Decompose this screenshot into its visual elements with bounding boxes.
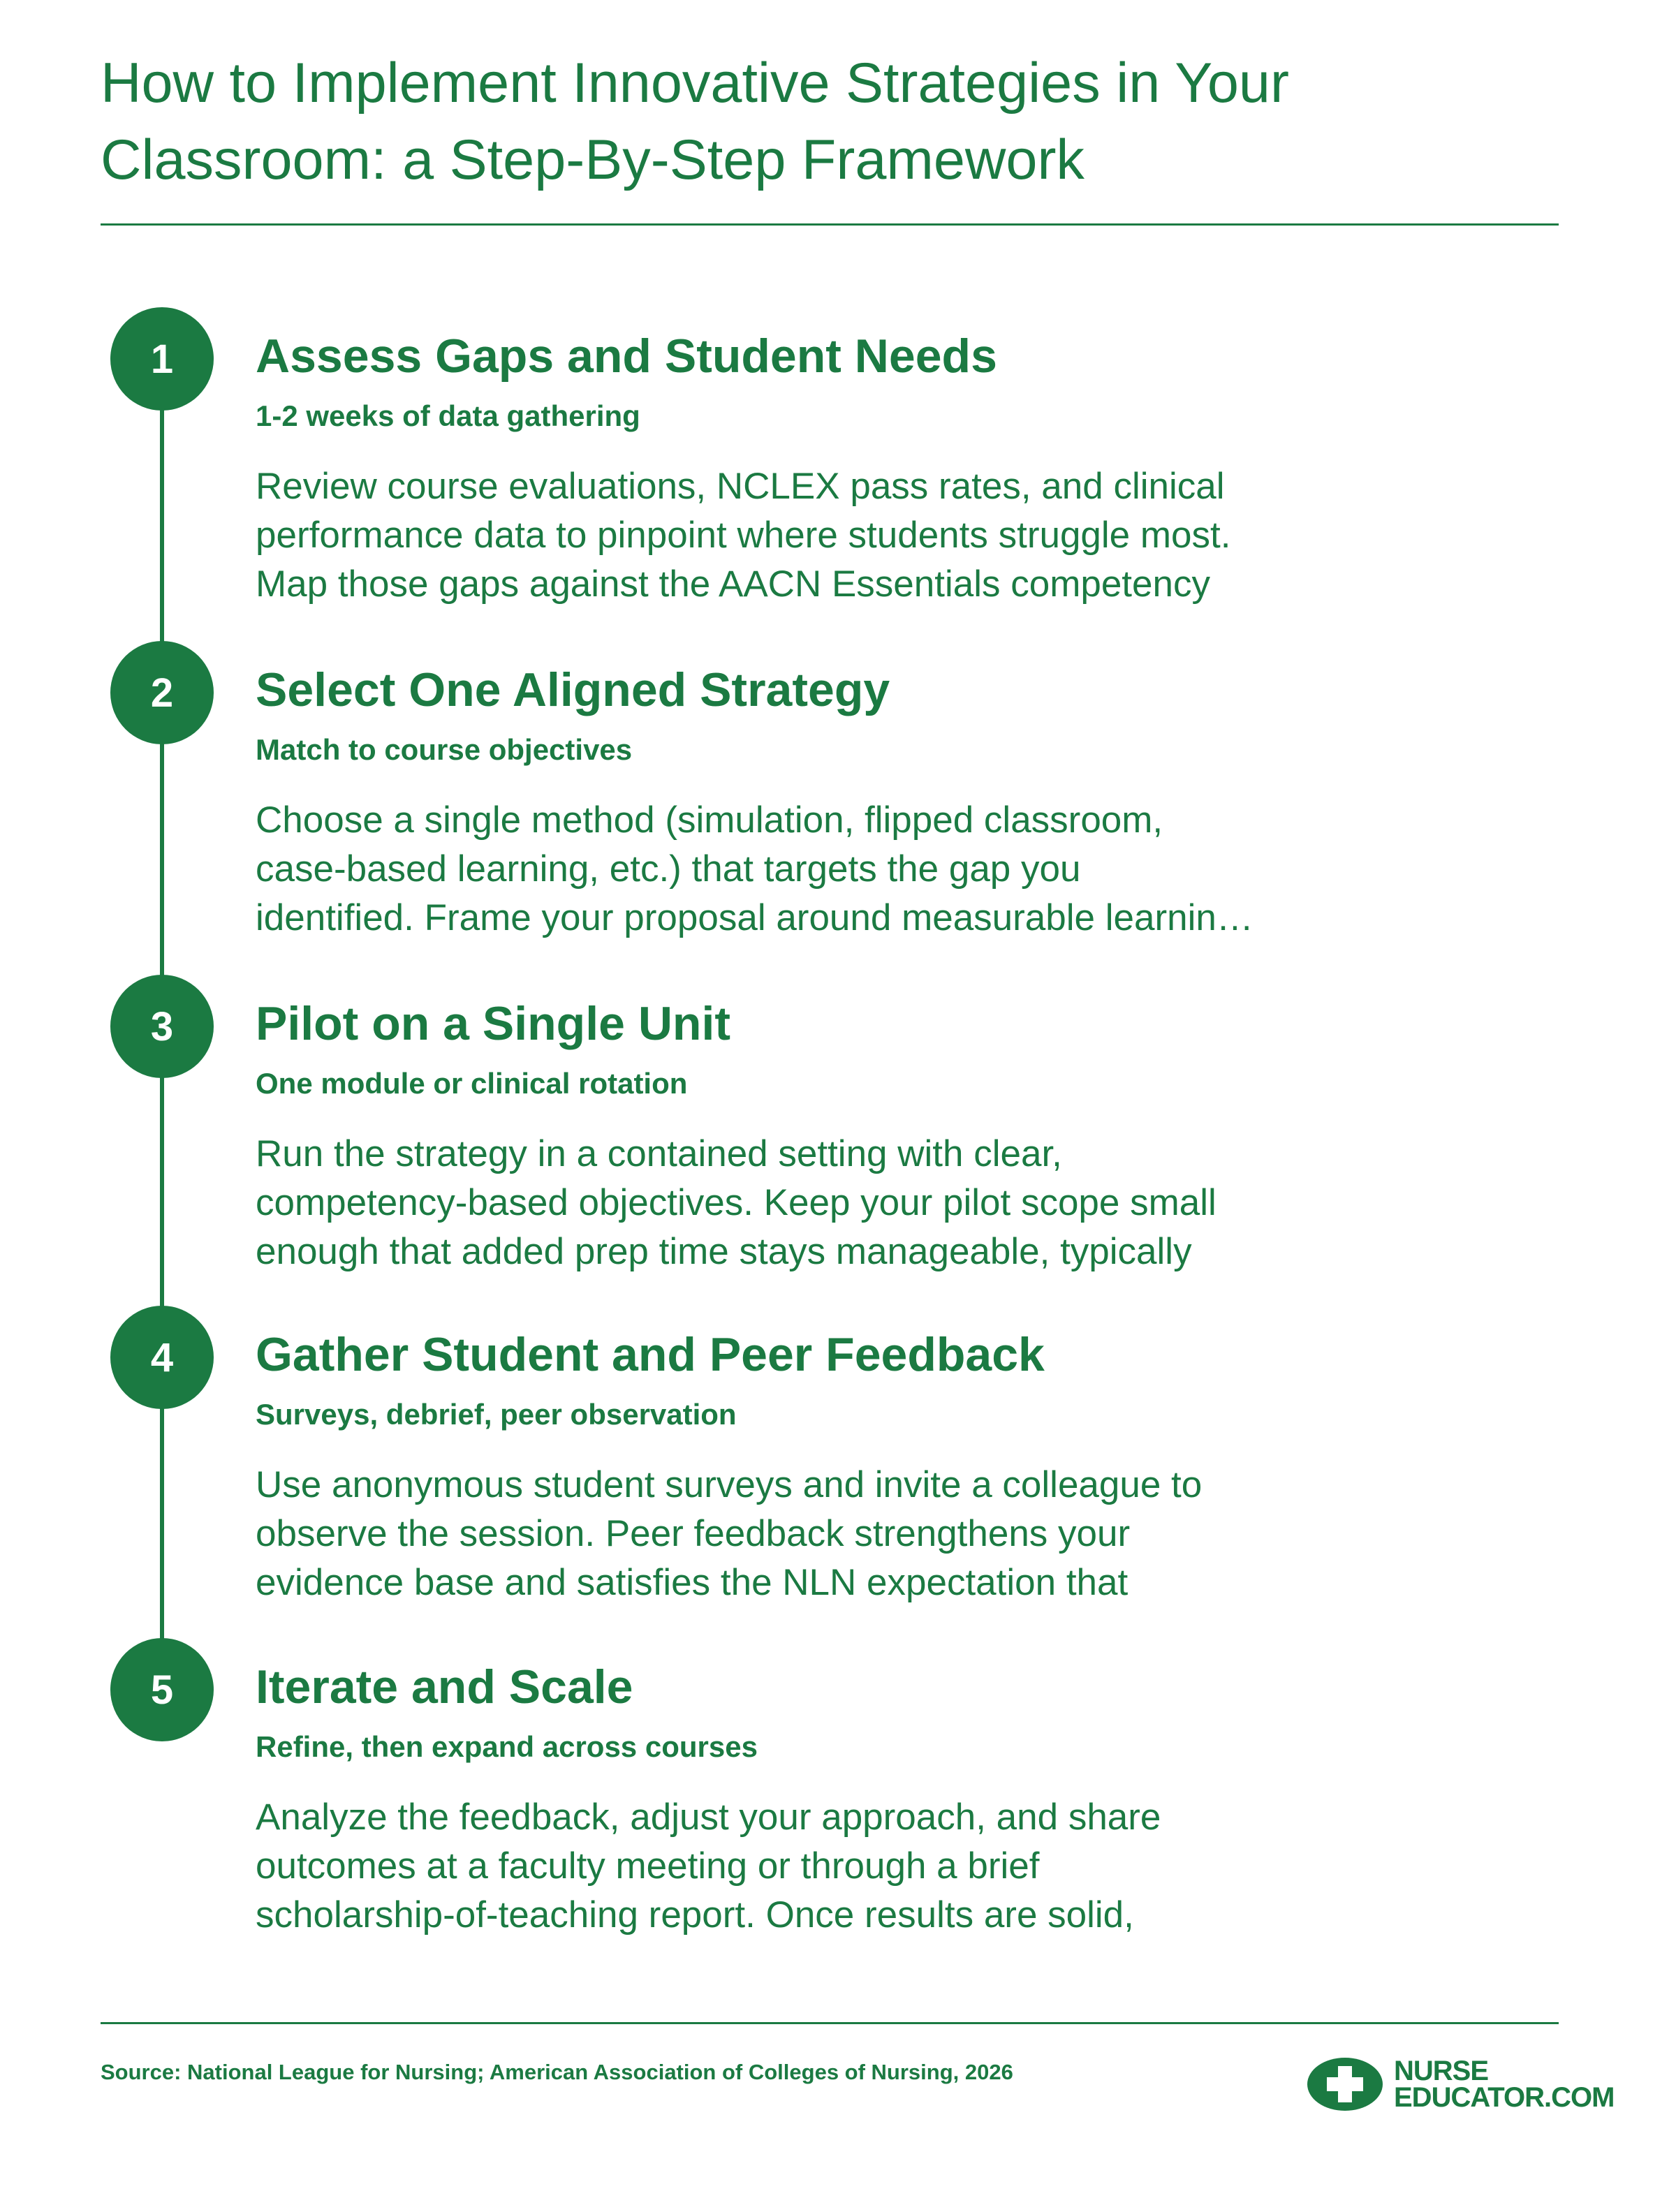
source-citation: Source: National League for Nursing; American Association of Colleges of Nursing, 2026: [101, 2060, 1013, 2084]
bottom-divider: [101, 2022, 1559, 2024]
step-body-line: observe the session. Peer feedback strengthens your: [256, 1513, 1131, 1554]
step-body-line: case-based learning, etc.) that targets the gap you: [256, 848, 1081, 890]
step-body-line: scholarship-of-teaching report. Once results are solid,: [256, 1894, 1134, 1936]
step-body-line: evidence base and satisfies the NLN expectation that: [256, 1562, 1129, 1603]
step-body-line: Review course evaluations, NCLEX pass rates, and clinical: [256, 466, 1225, 507]
step-number-badge: 2: [110, 641, 214, 744]
step-subtitle: One module or clinical rotation: [256, 1067, 688, 1100]
step-subtitle: Match to course objectives: [256, 733, 633, 766]
step-body-line: enough that added prep time stays manageable, typically: [256, 1231, 1192, 1272]
step-body-line: identified. Frame your proposal around measurable learnin…: [256, 897, 1254, 938]
step-title: Gather Student and Peer Feedback: [256, 1328, 1045, 1381]
nurse-educator-logo: [1306, 2046, 1614, 2123]
step-body-line: Map those gaps against the AACN Essentials competency: [256, 563, 1210, 605]
step-body-line: outcomes at a faculty meeting or through a brief: [256, 1845, 1040, 1887]
medical-cross-icon: [1306, 2056, 1384, 2112]
step-number-badge: 4: [110, 1306, 214, 1409]
top-divider: [101, 223, 1559, 226]
step-number-badge: 5: [110, 1638, 214, 1741]
step-body: [256, 1793, 1331, 1940]
logo-line-1: NURSE: [1394, 2056, 1489, 2086]
title-line-2: Classroom: a Step-By-Step Framework: [101, 128, 1085, 191]
page-title: [101, 45, 1497, 198]
step-subtitle: Surveys, debrief, peer observation: [256, 1398, 737, 1431]
step-body-line: Use anonymous student surveys and invite a colleague to: [256, 1464, 1203, 1505]
step-title: Pilot on a Single Unit: [256, 997, 730, 1050]
step-body: [256, 1130, 1331, 1276]
step-body-line: performance data to pinpoint where students struggle most.: [256, 515, 1231, 556]
step-body-line: competency-based objectives. Keep your pilot scope small: [256, 1182, 1216, 1223]
step-body-line: Run the strategy in a contained setting with clear,: [256, 1133, 1062, 1174]
step-body-line: Analyze the feedback, adjust your approach, and share: [256, 1797, 1161, 1838]
logo-wordmark: [1394, 2058, 1614, 2111]
step-subtitle: Refine, then expand across courses: [256, 1730, 758, 1763]
step-body: [256, 1461, 1331, 1607]
step-title: Select One Aligned Strategy: [256, 663, 890, 716]
logo-line-2: EDUCATOR.COM: [1394, 2082, 1615, 2113]
step-title: Iterate and Scale: [256, 1660, 633, 1713]
step-subtitle: 1-2 weeks of data gathering: [256, 399, 640, 432]
title-line-1: How to Implement Innovative Strategies in Your: [101, 52, 1289, 115]
step-number-badge: 1: [110, 307, 214, 411]
step-body-line: Choose a single method (simulation, flipped classroom,: [256, 799, 1163, 841]
step-body: [256, 796, 1331, 943]
step-number-badge: 3: [110, 975, 214, 1078]
step-title: Assess Gaps and Student Needs: [256, 330, 997, 383]
step-body: [256, 462, 1331, 609]
